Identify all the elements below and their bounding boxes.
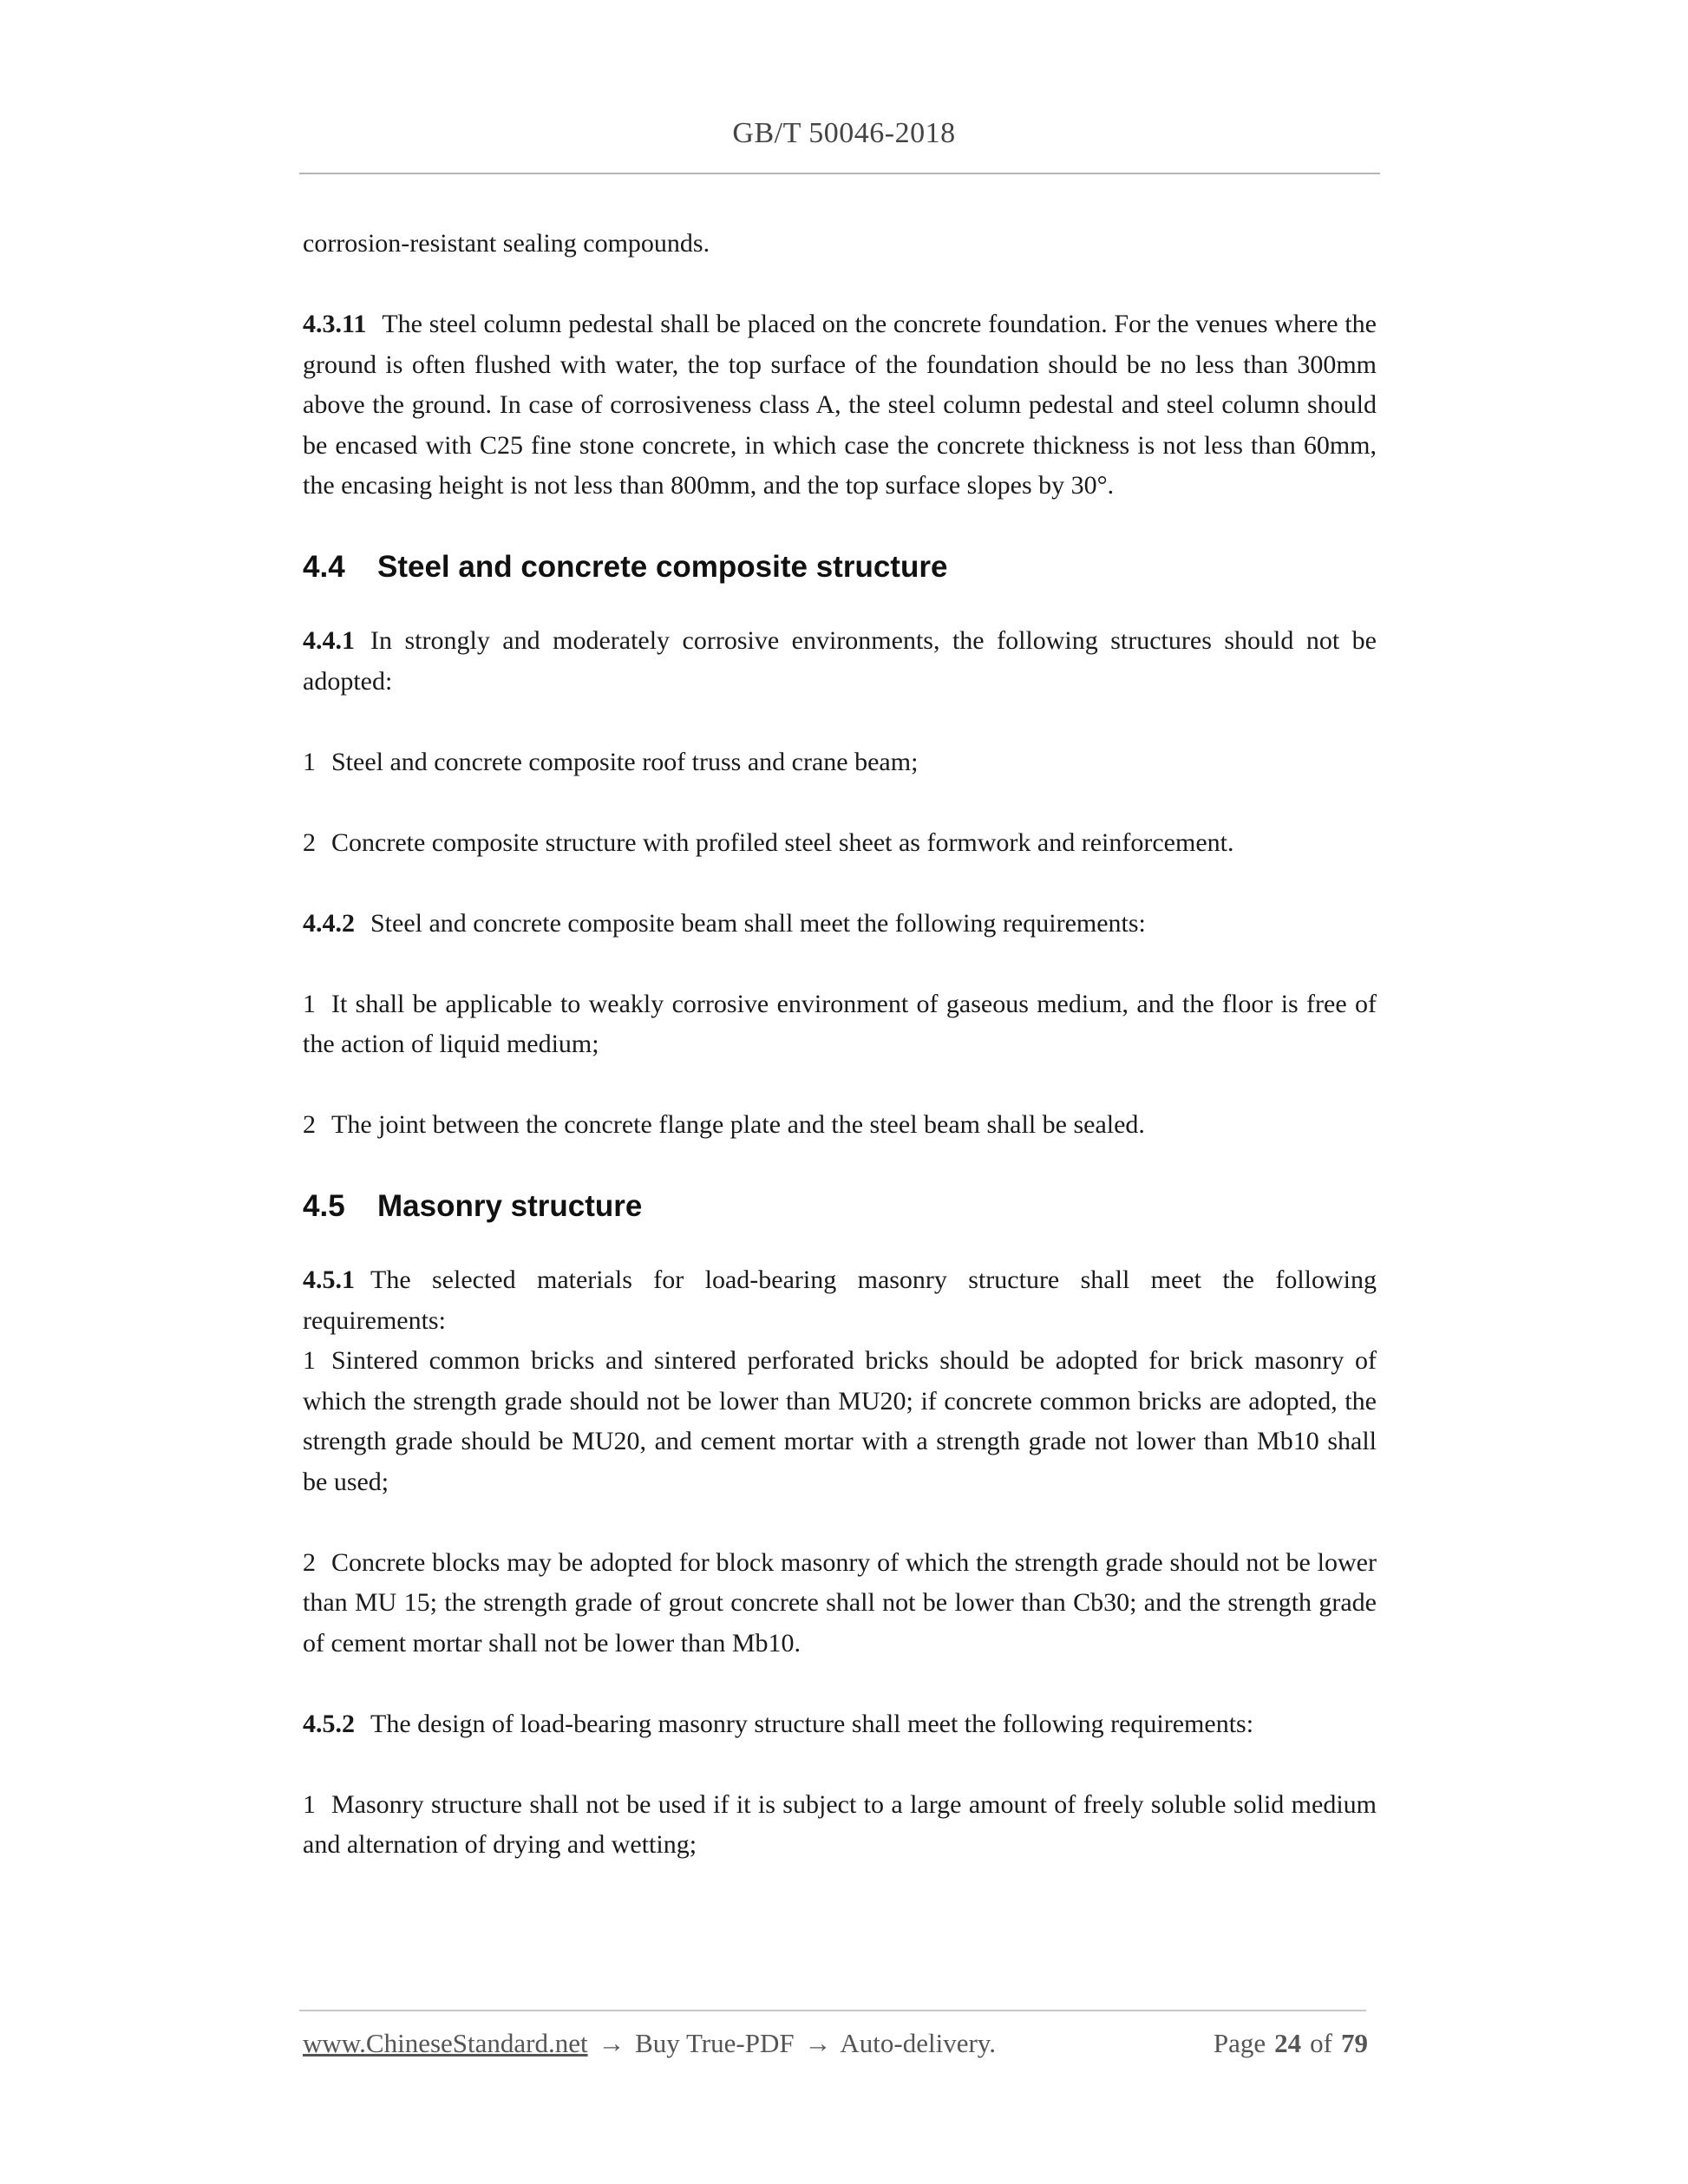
section-number: 4.4 — [303, 550, 345, 584]
item-number: 1 — [303, 989, 316, 1018]
paragraph-continuation: corrosion-resistant sealing compounds. — [303, 229, 710, 258]
clause-text: The steel column pedestal shall be placed on the concrete foundation. For the venues where the ground is often flushed with water, the top surface of the foundation should be no less than 300mm above the ground. In case of corrosiveness class A, the steel column pedestal and steel column should be encased with C25 fine stone concrete, in which case the concrete thickness is not less than 60mm, the encasing height is not less than 800mm, and the top surface slopes by 30°. — [303, 310, 1377, 500]
clause-number: 4.4.2 — [303, 908, 355, 938]
section-title: Steel and concrete composite structure — [377, 550, 948, 584]
document-header-title: GB/T 50046-2018 — [732, 117, 956, 149]
list-item — [303, 823, 1377, 864]
list-item — [303, 984, 1377, 1065]
of-label: of — [1310, 2028, 1332, 2058]
item-text: Concrete composite structure with profiled steel sheet as formwork and reinforcement. — [331, 827, 1234, 857]
clause-text: Steel and concrete composite beam shall meet the following requirements: — [370, 908, 1146, 938]
item-text: Masonry structure shall not be used if it is subject to a large amount of freely soluble solid medium and alternation of drying and wetting; — [303, 1789, 1377, 1859]
item-text: Steel and concrete composite roof truss and crane beam; — [331, 747, 919, 776]
document-body — [303, 224, 1377, 1866]
website-link[interactable]: www.ChineseStandard.net — [303, 2028, 588, 2058]
item-text: It shall be applicable to weakly corrosive environment of gaseous medium, and the floor is free of the action of liquid medium; — [303, 989, 1377, 1058]
item-number: 2 — [303, 1110, 316, 1139]
list-item — [303, 1785, 1377, 1866]
item-number: 1 — [303, 747, 316, 776]
clause-number: 4.4.1 — [303, 626, 355, 655]
buy-pdf-text: Buy True-PDF — [635, 2028, 795, 2058]
item-text: Concrete blocks may be adopted for block masonry of which the strength grade should not be lower than MU 15; the strength grade of grout concrete shall not be lower than Cb30; and the strength grade of cement mortar shall not be lower than Mb10. — [303, 1547, 1377, 1658]
list-item — [303, 742, 1377, 783]
section-number: 4.5 — [303, 1189, 345, 1223]
auto-delivery-text: Auto-delivery. — [840, 2028, 997, 2058]
clause-4-4-1 — [303, 621, 1377, 702]
item-number: 2 — [303, 1547, 316, 1577]
header-divider — [299, 173, 1380, 174]
item-text: Sintered common bricks and sintered perforated bricks should be adopted for brick masonry of which the strength grade should not be lower than MU20; if concrete common bricks are adopted, the strength grade should be MU20, and cement mortar with a strength grade not lower than Mb10 shall be used; — [303, 1346, 1377, 1496]
section-heading-4-5 — [303, 1186, 1377, 1227]
item-text: The joint between the concrete flange plate and the steel beam shall be sealed. — [331, 1110, 1145, 1139]
arrow-right-icon: → — [598, 2028, 625, 2058]
clause-text: In strongly and moderately corrosive environments, the following structures should not be adopted: — [303, 626, 1377, 696]
clause-text: The design of load-bearing masonry structure shall meet the following requirements: — [370, 1709, 1254, 1738]
clause-number: 4.5.2 — [303, 1709, 355, 1738]
clause-4-5-2 — [303, 1704, 1377, 1745]
arrow-right-icon: → — [804, 2028, 832, 2058]
clause-4-4-2 — [303, 904, 1377, 945]
item-number: 2 — [303, 827, 316, 857]
page-indicator — [1214, 2028, 1368, 2059]
clause-number: 4.5.1 — [303, 1265, 355, 1294]
footer-promo — [303, 2028, 996, 2059]
list-item — [303, 1105, 1377, 1146]
list-item — [303, 1341, 1377, 1502]
item-number: 1 — [303, 1346, 316, 1375]
page-total: 79 — [1341, 2028, 1368, 2058]
clause-4-5-1 — [303, 1260, 1377, 1341]
page-label: Page — [1213, 2028, 1266, 2058]
footer-divider — [299, 2010, 1366, 2011]
list-item — [303, 1543, 1377, 1664]
clause-text: The selected materials for load-bearing masonry structure shall meet the following requirements: — [303, 1265, 1377, 1335]
page-number: 24 — [1274, 2028, 1302, 2058]
clause-4-3-11 — [303, 304, 1377, 507]
item-number: 1 — [303, 1789, 316, 1819]
section-title: Masonry structure — [377, 1189, 643, 1223]
section-heading-4-4 — [303, 546, 1377, 588]
clause-number: 4.3.11 — [303, 310, 367, 338]
